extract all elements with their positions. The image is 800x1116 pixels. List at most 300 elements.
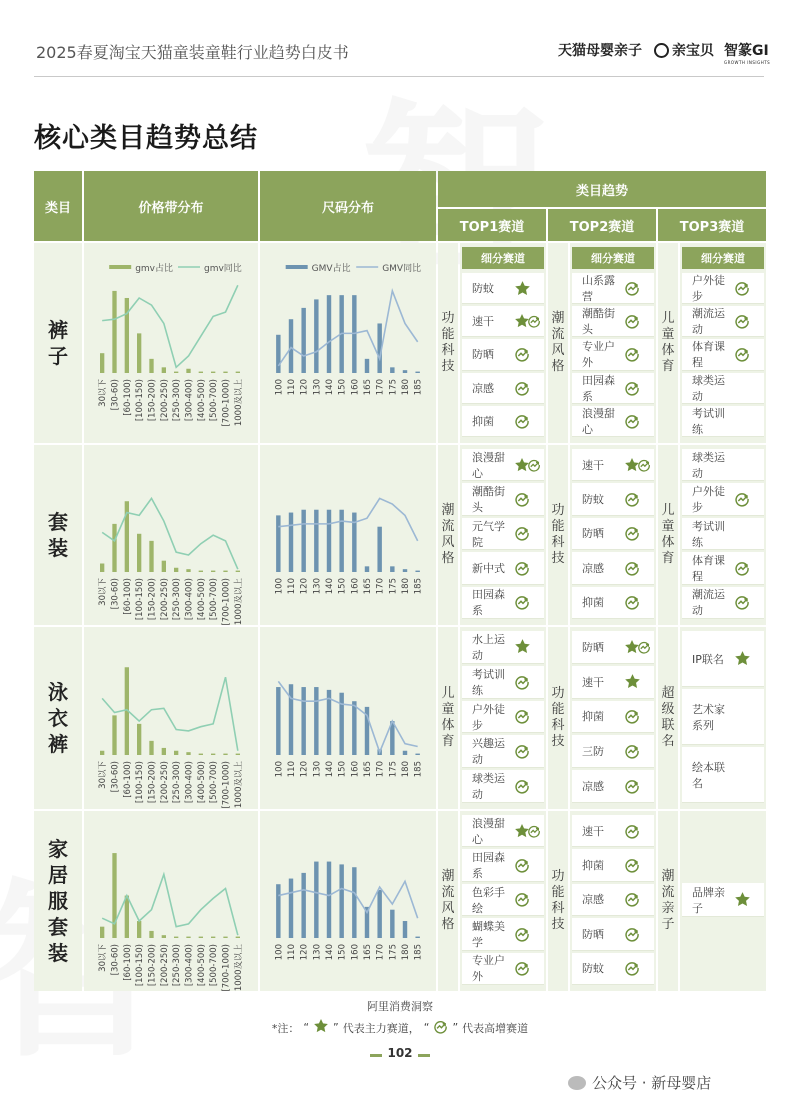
tick-label: 160 xyxy=(350,578,361,595)
bar xyxy=(211,937,215,938)
legend-bar-swatch xyxy=(109,265,131,269)
bar xyxy=(390,910,394,938)
legend-bar-label: GMV占比 xyxy=(311,264,351,274)
bar xyxy=(100,353,104,373)
trend-item xyxy=(572,953,654,985)
bar xyxy=(289,513,293,572)
growth-icon xyxy=(527,824,541,838)
bar xyxy=(327,295,331,373)
bar xyxy=(301,510,305,572)
bar xyxy=(236,937,240,938)
trend-item xyxy=(572,587,654,619)
bar xyxy=(186,937,190,938)
growth-icon xyxy=(514,413,530,429)
trend-item-name: 浪漫甜心 xyxy=(582,406,615,436)
growth-icon xyxy=(624,560,640,576)
trend-item-name: 防蚊 xyxy=(472,282,494,296)
tick-label: 110 xyxy=(287,578,297,595)
growth-icon xyxy=(624,778,640,794)
tick-label: 180 xyxy=(401,578,411,595)
trend-label-char: 名 xyxy=(661,734,675,749)
trend-label xyxy=(658,445,678,625)
tick-label: [700-1000) xyxy=(221,578,232,626)
growth-icon xyxy=(514,708,530,724)
page-title: 核心类目趋势总结 xyxy=(34,123,258,154)
price-chart-套装 xyxy=(90,452,250,626)
bar xyxy=(211,754,215,755)
bar xyxy=(112,524,116,572)
growth-icon xyxy=(527,458,541,472)
tick-label: 1000及以上 xyxy=(233,379,244,427)
trend-summary-table xyxy=(34,171,766,991)
trend-item xyxy=(572,631,654,664)
tick-label: 150 xyxy=(337,944,348,961)
category-char: 家 xyxy=(48,837,68,861)
trend-label-char: 技 xyxy=(551,917,565,932)
tick-label: 130 xyxy=(312,944,323,961)
badge-growth xyxy=(514,778,544,794)
growth-icon xyxy=(637,458,651,472)
tick-label: 1000及以上 xyxy=(233,944,244,992)
category-char: 裤 xyxy=(48,318,68,342)
tick-label: 150 xyxy=(337,578,348,595)
trend-item xyxy=(462,666,544,699)
badge-growth xyxy=(624,743,654,759)
trend-label-char: 潮 xyxy=(441,869,455,884)
tick-label: [250-300) xyxy=(172,944,183,987)
growth-icon xyxy=(637,640,651,654)
trend-label-char: 潮 xyxy=(661,869,675,884)
trend-item xyxy=(682,689,764,745)
trend-label-char: 子 xyxy=(661,917,675,932)
price-chart-svg xyxy=(90,253,250,427)
growth-icon xyxy=(734,346,750,362)
category-char: 服 xyxy=(48,889,68,913)
trend-item xyxy=(462,735,544,768)
trend-item xyxy=(462,631,544,664)
bar xyxy=(276,884,280,938)
trend-item xyxy=(462,918,544,950)
tick-label: 150 xyxy=(337,761,348,778)
badge-growth xyxy=(734,491,764,507)
tick-label: 100 xyxy=(274,944,285,961)
trend-item-name: 速干 xyxy=(582,675,604,689)
trend-group-3 xyxy=(658,811,766,991)
tick-label: 180 xyxy=(401,944,411,961)
trend-label-char: 流 xyxy=(441,519,455,534)
bar xyxy=(149,359,153,373)
bar xyxy=(403,921,407,938)
tick-label: 170 xyxy=(375,578,386,595)
growth-icon xyxy=(624,926,640,942)
growth-icon xyxy=(624,823,640,839)
growth-icon xyxy=(514,560,530,576)
legend-bar-label: gmv占比 xyxy=(135,264,174,274)
growth-icon xyxy=(624,594,640,610)
legend-line-label: GMV同比 xyxy=(382,264,422,274)
line-series xyxy=(278,881,417,918)
badge-growth xyxy=(624,280,654,296)
bar xyxy=(314,687,318,755)
tick-label: [700-1000) xyxy=(221,944,232,992)
tick-label: 170 xyxy=(375,761,386,778)
header-top2: TOP2赛道 xyxy=(548,209,656,241)
trend-item xyxy=(462,701,544,734)
line-series xyxy=(102,677,238,751)
category-name xyxy=(34,811,82,991)
trend-item xyxy=(572,849,654,881)
trend-item-name: 球类运动 xyxy=(472,772,505,802)
trend-label xyxy=(658,243,678,443)
bar xyxy=(365,566,369,572)
tick-label: [100-150) xyxy=(135,578,146,621)
trend-group-2 xyxy=(548,811,656,991)
header-size-distribution: 尺码分布 xyxy=(260,171,436,241)
sub-header: 细分赛道 xyxy=(462,247,544,269)
trend-item-name: 浪漫甜心 xyxy=(472,450,505,480)
trend-item-name: 防晒 xyxy=(582,527,604,541)
price-chart-泳衣裤 xyxy=(90,635,250,809)
trend-label-char: 流 xyxy=(551,327,565,342)
tick-label: [300-400) xyxy=(184,761,195,804)
trend-item xyxy=(682,552,764,584)
trend-item-name: 浪漫甜心 xyxy=(472,816,505,846)
bar xyxy=(327,862,331,938)
growth-icon xyxy=(624,708,640,724)
bar xyxy=(365,359,369,373)
trend-item xyxy=(462,587,544,619)
tick-label: [500-700) xyxy=(209,761,220,804)
badge-star-growth xyxy=(514,313,544,329)
size-chart-裤子 xyxy=(266,253,430,413)
trend-item-name: 潮流运动 xyxy=(692,588,725,618)
bar xyxy=(125,896,129,938)
tick-label: [150-200) xyxy=(147,379,158,422)
tick-label: [250-300) xyxy=(172,578,183,621)
tick-label: 30以下 xyxy=(98,944,109,972)
header-price-distribution: 价格带分布 xyxy=(84,171,258,241)
star-icon xyxy=(734,650,751,667)
trend-label-char: 亲 xyxy=(661,901,675,916)
tick-label: [100-150) xyxy=(135,761,146,804)
trend-label xyxy=(438,811,458,991)
trend-label-char: 技 xyxy=(441,359,455,374)
bar xyxy=(223,754,227,755)
header-top3: TOP3赛道 xyxy=(658,209,766,241)
trend-item-name: 防蚊 xyxy=(582,493,604,507)
trend-item-name: 专业户外 xyxy=(472,954,505,984)
price-chart-家居服套装 xyxy=(90,818,250,992)
category-row xyxy=(34,243,766,443)
badge-growth xyxy=(624,926,654,942)
trend-item-name: 考试训练 xyxy=(472,667,505,697)
trend-label-char: 联 xyxy=(661,718,675,733)
trend-label-char: 能 xyxy=(551,885,565,900)
trend-item xyxy=(682,373,764,404)
trend-label-char: 能 xyxy=(551,702,565,717)
trend-item xyxy=(572,735,654,768)
line-series xyxy=(102,874,238,935)
trend-label-char: 儿 xyxy=(661,503,675,518)
bar xyxy=(174,568,178,572)
badge-growth xyxy=(514,960,544,976)
trend-item xyxy=(462,273,544,304)
trend-item xyxy=(572,884,654,916)
tick-label: [500-700) xyxy=(209,578,220,621)
bar xyxy=(186,369,190,373)
bar xyxy=(314,510,318,572)
trend-label-char: 风 xyxy=(441,901,455,916)
tick-label: 120 xyxy=(299,761,310,778)
tick-label: [30-60) xyxy=(110,379,121,411)
badge-growth xyxy=(624,857,654,873)
trend-item-name: 防晒 xyxy=(582,927,604,941)
badge-growth xyxy=(624,594,654,610)
badge-growth xyxy=(624,525,654,541)
tick-label: 185 xyxy=(413,761,424,778)
trend-group-3 xyxy=(658,445,766,625)
tick-label: 1000及以上 xyxy=(233,578,244,626)
category-char: 裤 xyxy=(48,732,68,756)
tick-label: 185 xyxy=(413,944,424,961)
growth-icon xyxy=(514,926,530,942)
tick-label: 165 xyxy=(363,944,373,961)
trend-label-char: 能 xyxy=(551,519,565,534)
growth-icon xyxy=(514,778,530,794)
badge-growth xyxy=(514,491,544,507)
size-chart-svg xyxy=(266,452,430,612)
bar xyxy=(289,319,293,373)
badge-star xyxy=(734,891,764,908)
bar xyxy=(301,308,305,373)
bar xyxy=(377,890,381,938)
trend-item-name: 体育课程 xyxy=(692,553,725,583)
trend-group-1 xyxy=(438,811,546,991)
price-chart-裤子 xyxy=(90,253,250,427)
trend-item-name: 山系露营 xyxy=(582,274,615,304)
badge-growth xyxy=(514,346,544,362)
bar xyxy=(236,754,240,755)
bar xyxy=(415,937,419,938)
trend-item xyxy=(462,884,544,916)
badge-growth xyxy=(514,413,544,429)
tick-label: [30-60) xyxy=(110,578,121,610)
trend-item-name: 速干 xyxy=(472,315,494,329)
trend-label-char: 格 xyxy=(441,551,455,566)
tick-label: [300-400) xyxy=(184,944,195,987)
size-chart-泳衣裤 xyxy=(266,635,430,795)
trend-item xyxy=(462,406,544,437)
trend-item xyxy=(682,406,764,437)
star-icon xyxy=(313,1018,329,1034)
bar xyxy=(186,752,190,755)
trend-label-char: 科 xyxy=(441,343,455,358)
tick-label: 165 xyxy=(363,379,373,396)
trend-label-char: 能 xyxy=(441,327,455,342)
trend-item xyxy=(682,747,764,803)
tick-label: 175 xyxy=(388,578,399,595)
legend-note: *注： “ ” 代表主力赛道， “ ” 代表高增赛道 xyxy=(0,1018,800,1037)
bar xyxy=(149,931,153,938)
trend-item-name: 田园森系 xyxy=(582,373,615,403)
note-prefix: *注： xyxy=(271,1021,300,1035)
trend-item-name: 抑菌 xyxy=(582,859,604,873)
trend-label xyxy=(438,243,458,443)
tmall-baby-logo: 天猫母婴亲子 xyxy=(558,43,642,59)
note-growth-text: 代表高增赛道 xyxy=(462,1021,529,1035)
tick-label: 165 xyxy=(363,761,373,778)
tick-label: [200-250) xyxy=(159,761,170,804)
bar xyxy=(301,687,305,755)
trend-item-name: 户外徒步 xyxy=(692,274,725,304)
trend-item xyxy=(462,770,544,803)
trend-item xyxy=(572,815,654,847)
trend-item-name: 新中式 xyxy=(472,561,505,575)
tick-label: [300-400) xyxy=(184,578,195,621)
bar xyxy=(339,510,343,572)
trend-group-3 xyxy=(658,627,766,809)
size-chart-svg xyxy=(266,818,430,978)
trend-item xyxy=(462,518,544,550)
bar xyxy=(149,741,153,755)
bar xyxy=(112,853,116,938)
trend-label-char: 技 xyxy=(551,734,565,749)
bar xyxy=(162,367,166,373)
badge-growth xyxy=(624,313,654,329)
badge-growth xyxy=(514,708,544,724)
badge-growth xyxy=(514,674,544,690)
growth-icon xyxy=(624,857,640,873)
trend-item xyxy=(462,953,544,985)
badge-growth xyxy=(734,594,764,610)
badge-star-growth xyxy=(514,823,544,839)
badge-growth xyxy=(514,594,544,610)
badge-growth xyxy=(734,560,764,576)
page-number: 102 xyxy=(387,1046,413,1060)
trend-item-name: 抑菌 xyxy=(582,710,604,724)
category-char: 泳 xyxy=(48,680,68,704)
price-chart-svg xyxy=(90,635,250,809)
tick-label: 110 xyxy=(287,379,297,396)
tick-label: [100-150) xyxy=(135,379,146,422)
bar xyxy=(199,571,203,572)
header-top1: TOP1赛道 xyxy=(438,209,546,241)
trend-item xyxy=(682,587,764,619)
bar xyxy=(276,515,280,572)
category-row xyxy=(34,811,766,991)
tick-label: 120 xyxy=(299,578,310,595)
bar xyxy=(377,527,381,572)
trend-item xyxy=(462,815,544,847)
bar xyxy=(415,754,419,755)
bar xyxy=(223,372,227,373)
category-char: 套 xyxy=(48,510,68,534)
tick-label: 180 xyxy=(401,379,411,396)
trend-item xyxy=(572,373,654,404)
tick-label: [60-100) xyxy=(122,761,133,798)
growth-icon xyxy=(624,891,640,907)
tick-label: [300-400) xyxy=(184,379,195,422)
trend-label-char: 育 xyxy=(661,551,675,566)
category-char: 套 xyxy=(48,915,68,939)
badge-star xyxy=(734,650,764,667)
trend-item-name: 兴趣运动 xyxy=(472,737,505,767)
badge-star xyxy=(624,673,654,690)
trend-label-char: 潮 xyxy=(441,503,455,518)
bar xyxy=(403,751,407,755)
trend-item xyxy=(682,339,764,370)
bar xyxy=(186,569,190,572)
bar xyxy=(223,937,227,938)
trend-item-name: 抑菌 xyxy=(472,414,494,428)
tick-label: [500-700) xyxy=(209,944,220,987)
trend-label-char: 育 xyxy=(441,734,455,749)
price-chart-svg xyxy=(90,818,250,992)
tick-label: [100-150) xyxy=(135,944,146,987)
line-series xyxy=(102,498,238,569)
tick-label: 120 xyxy=(299,379,310,396)
legend-line-label: gmv同比 xyxy=(204,264,242,274)
tick-label: [150-200) xyxy=(147,944,158,987)
badge-growth xyxy=(624,413,654,429)
badge-growth xyxy=(624,778,654,794)
tick-label: 160 xyxy=(350,761,361,778)
gi-logo-text: 智篆GI xyxy=(724,43,769,59)
bar xyxy=(125,298,129,373)
star-icon xyxy=(624,673,641,690)
bar xyxy=(276,687,280,755)
trend-item-name: 户外徒步 xyxy=(472,702,505,732)
category-name xyxy=(34,243,82,443)
trend-item xyxy=(682,273,764,304)
trend-label-char: 功 xyxy=(441,311,455,326)
trend-item-name: 潮酷街头 xyxy=(472,485,505,515)
trend-item-name: 速干 xyxy=(582,824,604,838)
note-star-text: 代表主力赛道， xyxy=(342,1021,420,1035)
growth-icon xyxy=(527,314,541,328)
trend-item-name: IP联名 xyxy=(692,652,724,666)
tick-label: 30以下 xyxy=(98,379,109,407)
bar xyxy=(149,541,153,572)
bar xyxy=(174,751,178,755)
trend-group-3 xyxy=(658,243,766,443)
trend-label-char: 流 xyxy=(441,885,455,900)
trend-item-name: 凉感 xyxy=(582,561,604,575)
trend-label-char: 功 xyxy=(551,686,565,701)
tick-label: 110 xyxy=(287,761,297,778)
bar xyxy=(137,724,141,755)
trend-item-name: 凉感 xyxy=(582,893,604,907)
wechat-account-name: 公众号 · 新母婴店 xyxy=(592,1074,712,1092)
qinbaobei-logo xyxy=(654,40,714,60)
badge-growth xyxy=(624,823,654,839)
tick-label: 110 xyxy=(287,944,297,961)
tick-label: [400-500) xyxy=(196,761,207,804)
tick-label: [60-100) xyxy=(122,944,133,981)
trend-label-char: 儿 xyxy=(661,311,675,326)
growth-icon xyxy=(624,743,640,759)
trend-label-char: 超 xyxy=(661,686,675,701)
tick-label: [400-500) xyxy=(196,578,207,621)
growth-icon xyxy=(514,380,530,396)
bar xyxy=(301,873,305,938)
tick-label: 140 xyxy=(325,578,335,595)
trend-item xyxy=(682,518,764,550)
trend-label-char: 体 xyxy=(441,718,455,733)
trend-item xyxy=(462,849,544,881)
badge-growth xyxy=(514,926,544,942)
badge-growth xyxy=(624,560,654,576)
